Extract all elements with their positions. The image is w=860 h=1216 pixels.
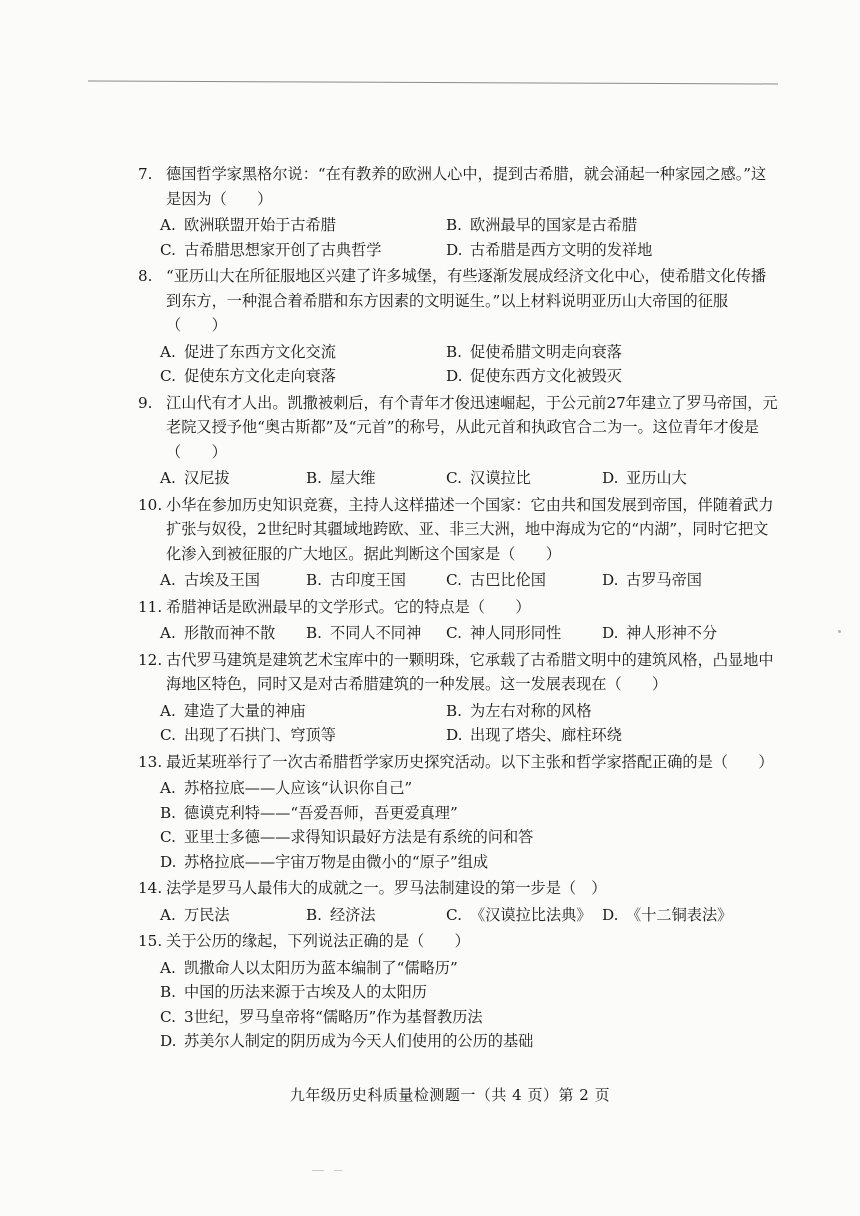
option-letter: B.: [306, 469, 322, 487]
question-number: 8.: [138, 267, 153, 285]
top-divider: [88, 80, 778, 84]
answer-option: [446, 364, 746, 389]
question-item: [138, 391, 778, 491]
answer-option: [160, 1005, 778, 1030]
option-text: 古希腊是西方文明的发祥地: [470, 240, 653, 259]
answer-option: [446, 466, 602, 491]
question-stem: 小华在参加历史知识竞赛，主持人这样描述一个国家：它由共和国发展到帝国，伴随着武力扩张与奴役，2世纪时其疆域地跨欧、亚、非三大洲，地中海成为它的“内湖”，同时它把文化渗入到被征服的广大地区。据此判断这个国家是（ ）: [166, 495, 774, 563]
answer-option: [160, 340, 446, 365]
answer-option: [446, 621, 602, 646]
option-letter: B.: [306, 905, 322, 924]
option-letter: A.: [160, 905, 176, 924]
option-text: 促使东西方文化被毁灭: [470, 367, 622, 385]
question-stem: 江山代有才人出。凯撒被刺后，有个青年才俊迅速崛起，于公元前27年建立了罗马帝国，元老院又授予他“奥古斯都”及“元首”的称号，从此元首和执政官合二为一。这位青年才俊是（ ）: [166, 393, 778, 461]
answer-option: [602, 568, 762, 593]
answer-option: [160, 903, 306, 928]
question-stem-row: [138, 929, 778, 954]
option-letter: A.: [160, 571, 176, 589]
option-text: 凯撒命人以太阳历为蓝本编制了“儒略历”: [184, 958, 458, 977]
option-group: [138, 903, 778, 928]
option-text: 为左右对称的风格: [470, 701, 592, 720]
option-letter: D.: [160, 1032, 177, 1050]
option-letter: D.: [602, 624, 619, 642]
answer-option: [306, 466, 446, 491]
option-text: 古希腊思想家开创了古典哲学: [184, 240, 382, 259]
scan-mark: [312, 1170, 324, 1171]
option-letter: D.: [602, 469, 619, 487]
option-text: 汉尼拔: [184, 469, 230, 487]
answer-option: [160, 568, 306, 593]
question-stem: 最近某班举行了一次古希腊哲学家历史探究活动。以下主张和哲学家搭配正确的是（ ）: [166, 752, 774, 771]
answer-option: [160, 723, 446, 748]
question-number: 15.: [138, 932, 163, 950]
question-stem-row: [138, 391, 778, 465]
question-number: 14.: [138, 879, 163, 897]
answer-option: [306, 621, 446, 646]
option-text: 建造了大量的神庙: [184, 701, 306, 720]
option-text: 《十二铜表法》: [626, 905, 733, 924]
option-letter: C.: [446, 571, 462, 589]
option-group: [138, 213, 778, 262]
answer-option: [602, 903, 762, 928]
option-letter: A.: [160, 701, 176, 720]
question-item: [138, 750, 778, 875]
answer-option: [160, 213, 446, 238]
option-text: 亚里士多德——求得知识最好方法是有系统的问和答: [184, 828, 534, 846]
answer-option: [160, 699, 446, 724]
option-text: 促进了东西方文化交流: [184, 342, 336, 361]
question-number: 12.: [138, 650, 163, 669]
option-text: 形散而神不散: [184, 624, 276, 642]
answer-option: [446, 340, 746, 365]
question-stem: 德国哲学家黑格尔说：“在有教养的欧洲人心中，提到古希腊，就会涌起一种家园之感。”这是因为（ ）: [166, 165, 767, 208]
question-stem: 关于公历的缘起，下列说法正确的是（ ）: [166, 932, 470, 950]
option-text: 中国的历法来源于古埃及人的太阳历: [184, 983, 427, 1001]
option-letter: D.: [446, 726, 463, 744]
option-group: [138, 466, 778, 491]
option-group: [138, 699, 778, 748]
option-text: 苏美尔人制定的阴历成为今天人们使用的公历的基础: [184, 1032, 534, 1050]
option-letter: C.: [160, 828, 176, 846]
question-item: [138, 648, 778, 748]
option-letter: D.: [602, 905, 619, 924]
option-text: 古罗马帝国: [626, 571, 702, 589]
option-text: 欧洲联盟开始于古希腊: [184, 216, 336, 234]
question-item: [138, 493, 778, 593]
question-stem-row: [138, 493, 778, 567]
answer-option: [160, 621, 306, 646]
option-text: 苏格拉底——人应该“认识你自己”: [184, 779, 413, 797]
question-list: [138, 162, 778, 1056]
option-letter: B.: [306, 624, 322, 642]
option-letter: A.: [160, 342, 176, 361]
option-text: 古印度王国: [330, 571, 406, 589]
option-text: 神人形神不分: [626, 624, 718, 642]
option-letter: A.: [160, 624, 176, 642]
question-number: 10.: [138, 495, 163, 514]
answer-option: [160, 364, 446, 389]
option-letter: C.: [446, 905, 462, 924]
option-group: [138, 340, 778, 389]
option-text: 万民法: [184, 905, 230, 924]
answer-option: [446, 568, 602, 593]
option-text: 不同人不同神: [330, 624, 422, 642]
question-number: 11.: [138, 597, 163, 616]
question-stem: 希腊神话是欧洲最早的文学形式。它的特点是（ ）: [166, 597, 531, 616]
option-letter: B.: [306, 571, 322, 589]
option-letter: D.: [160, 852, 177, 871]
question-item: [138, 162, 778, 262]
option-group: [138, 568, 778, 593]
option-text: 出现了塔尖、廊柱环绕: [470, 726, 622, 744]
question-number: 7.: [138, 165, 153, 183]
option-letter: C.: [160, 1007, 176, 1026]
option-letter: D.: [446, 367, 463, 385]
answer-option: [160, 825, 778, 850]
answer-option: [446, 723, 746, 748]
option-group: [138, 621, 778, 646]
option-text: 出现了石拱门、穹顶等: [184, 726, 336, 744]
question-stem: 法学是罗马人最伟大的成就之一。罗马法制建设的第一步是（ ）: [166, 879, 607, 897]
option-letter: D.: [602, 571, 619, 589]
question-stem-row: [138, 876, 778, 901]
option-letter: D.: [446, 240, 463, 259]
answer-option: [160, 466, 306, 491]
page-footer: 九年级历史科质量检测题一（共 4 页）第 2 页: [289, 1086, 611, 1104]
option-letter: A.: [160, 469, 176, 487]
question-stem-row: [138, 750, 778, 775]
question-stem-row: [138, 264, 778, 338]
scan-speck: [838, 630, 841, 633]
question-stem: “亚历山大在所征服地区兴建了许多城堡，有些逐渐发展成经济文化中心，使希腊文化传播到东方，一种混合着希腊和东方因素的文明诞生。”以上材料说明亚历山大帝国的征服（ ）: [166, 267, 767, 334]
option-text: 3世纪，罗马皇帝将“儒略历”作为基督教历法: [184, 1007, 483, 1026]
option-text: 促使东方文化走向衰落: [184, 367, 336, 385]
answer-option: [160, 1029, 778, 1054]
option-text: 促使希腊文明走向衰落: [470, 342, 622, 361]
option-letter: B.: [446, 701, 462, 720]
option-letter: A.: [160, 779, 176, 797]
option-text: 经济法: [330, 905, 376, 924]
option-text: 德谟克利特——“吾爱吾师，吾更爱真理”: [184, 803, 458, 822]
answer-option: [306, 568, 446, 593]
answer-option: [160, 801, 778, 826]
option-group: [138, 776, 778, 874]
option-text: 古巴比伦国: [470, 571, 546, 589]
option-text: 亚历山大: [626, 469, 687, 487]
question-item: [138, 595, 778, 646]
answer-option: [160, 776, 778, 801]
question-number: 9.: [138, 393, 153, 412]
question-stem-row: [138, 162, 778, 211]
answer-option: [602, 621, 762, 646]
answer-option: [160, 238, 446, 263]
question-item: [138, 876, 778, 927]
answer-option: [446, 699, 746, 724]
question-item: [138, 264, 778, 389]
option-text: 欧洲最早的国家是古希腊: [470, 216, 638, 234]
question-number: 13.: [138, 752, 163, 771]
option-letter: B.: [446, 342, 462, 361]
option-letter: B.: [160, 803, 176, 822]
question-stem-row: [138, 595, 778, 620]
option-letter: C.: [446, 469, 462, 487]
question-stem-row: [138, 648, 778, 697]
option-text: 苏格拉底——宇宙万物是由微小的“原子”组成: [184, 852, 489, 871]
option-text: 神人同形同性: [470, 624, 562, 642]
option-text: 《汉谟拉比法典》: [470, 905, 592, 924]
answer-option: [160, 980, 778, 1005]
option-text: 汉谟拉比: [470, 469, 531, 487]
option-letter: C.: [160, 726, 176, 744]
option-letter: A.: [160, 216, 176, 234]
question-item: [138, 929, 778, 1054]
option-letter: B.: [160, 983, 176, 1001]
option-group: [138, 956, 778, 1054]
question-stem: 古代罗马建筑是建筑艺术宝库中的一颗明珠，它承载了古希腊文明中的建筑风格，凸显地中海地区特色，同时又是对古希腊建筑的一种发展。这一发展表现在（ ）: [166, 650, 774, 693]
option-letter: C.: [160, 367, 176, 385]
option-letter: A.: [160, 958, 176, 977]
answer-option: [160, 850, 778, 875]
option-letter: C.: [446, 624, 462, 642]
option-letter: B.: [446, 216, 462, 234]
answer-option: [446, 238, 746, 263]
answer-option: [446, 213, 746, 238]
answer-option: [446, 903, 602, 928]
scan-mark: [334, 1170, 342, 1171]
answer-option: [306, 903, 446, 928]
option-text: 屋大维: [330, 469, 376, 487]
option-text: 古埃及王国: [184, 571, 260, 589]
option-letter: C.: [160, 240, 176, 259]
answer-option: [602, 466, 762, 491]
answer-option: [160, 956, 778, 981]
